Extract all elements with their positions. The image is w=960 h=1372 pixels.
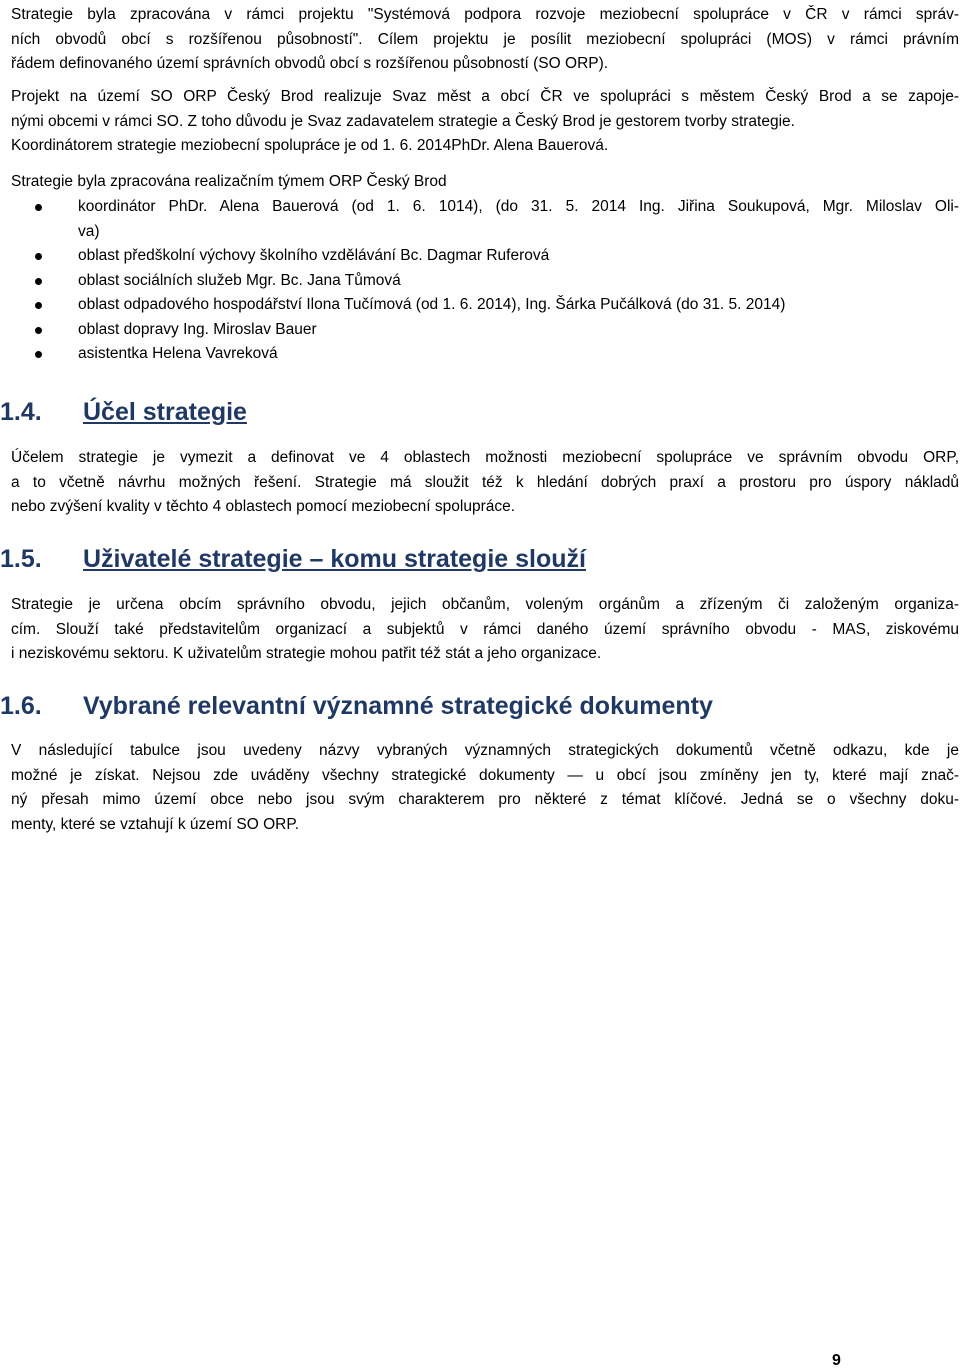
text-line: koordinátor PhDr. Alena Bauerová (od 1. 6. 1014), (do 31. 5. 2014 Ing. Jiřina Soukupová, Mgr. Miloslav Oli-	[78, 198, 959, 215]
team-intro	[11, 170, 959, 195]
text-line: V následující tabulce jsou uvedeny názvy vybraných významných strategických dokumentů včetně odkazu, kde je	[11, 742, 959, 759]
section-title: Uživatelé strategie – komu strategie slouží	[83, 545, 586, 573]
page-number: 9	[832, 1352, 841, 1369]
text-line: řádem definovaného území správních obvodů obcí s rozšířenou působností (SO ORP).	[11, 55, 609, 72]
text-line: asistentka Helena Vavreková	[78, 345, 278, 362]
section-heading-1-5	[0, 545, 586, 574]
list-item	[0, 293, 959, 318]
section-1-5-text	[11, 593, 959, 667]
intro-paragraph-2	[11, 85, 959, 159]
text-line: oblast odpadového hospodářství Ilona Tučímová (od 1. 6. 2014), Ing. Šárka Pučálková (do 31. 5. 2014)	[78, 296, 786, 313]
text-line: Koordinátorem strategie meziobecní spolupráce je od 1. 6. 2014PhDr. Alena Bauerová.	[11, 137, 609, 154]
bullet-icon	[35, 253, 42, 260]
text-line: i neziskovému sektoru. K uživatelům strategie mohou patřit též stát a jeho organizace.	[11, 645, 602, 662]
list-item	[0, 195, 959, 244]
intro-paragraph-1	[11, 3, 959, 77]
section-1-4-text	[11, 446, 959, 520]
text-line: menty, které se vztahují k území SO ORP.	[11, 815, 300, 833]
text-line: Strategie je určena obcím správního obvodu, jejich občanům, voleným orgánům a zřízeným či založeným organiza-	[11, 596, 959, 613]
section-1-6-text	[11, 739, 959, 837]
text-line: ních obvodů obcí s rozšířenou působností". Cílem projektu je posílit meziobecní spolupráci (MOS) v rámci právním	[11, 30, 959, 48]
list-item	[0, 244, 959, 269]
list-item	[0, 318, 959, 343]
text-line: oblast sociálních služeb Mgr. Bc. Jana Tůmová	[78, 271, 401, 289]
text-line: nebo zvýšení kvality v těchto 4 oblastech pomocí meziobecní spolupráce.	[11, 498, 516, 515]
bullet-icon	[35, 302, 42, 309]
bullet-icon	[35, 204, 42, 211]
section-heading-1-4	[0, 398, 247, 427]
section-number: 1.4.	[0, 398, 42, 426]
text-line: a to včetně návrhu možných řešení. Strategie má sloužit též k hledání dobrých praxí a prostoru pro úspory nákladů	[11, 473, 959, 491]
text-line: cím. Slouží také představitelům organizací a subjektů v rámci daného území správního obvodu - MAS, ziskovému	[11, 620, 959, 638]
text-line: oblast předškolní výchovy školního vzdělávání Bc. Dagmar Ruferová	[78, 247, 550, 264]
text-line: ný přesah mimo území obce nebo jsou svým charakterem pro některé z témat klíčové. Jedná se o všechny doku-	[11, 791, 959, 808]
text-line: Strategie byla zpracována realizačním týmem ORP Český Brod	[11, 173, 447, 190]
section-number: 1.6.	[0, 692, 42, 720]
text-line: Projekt na území SO ORP Český Brod realizuje Svaz měst a obcí ČR ve spolupráci s městem Český Brod a se zapoje-	[11, 88, 959, 105]
section-number: 1.5.	[0, 545, 42, 573]
bullet-icon	[35, 327, 42, 334]
text-line: nými obcemi v rámci SO. Z toho důvodu je Svaz zadavatelem strategie a Český Brod je gestorem tvorby strategie.	[11, 112, 795, 130]
bullet-icon	[35, 351, 42, 358]
section-title: Vybrané relevantní významné strategické dokumenty	[83, 692, 713, 720]
team-list	[0, 195, 959, 367]
text-line: Strategie byla zpracována v rámci projektu "Systémová podpora rozvoje meziobecní spolupráce v ČR v rámci správ-	[11, 6, 959, 23]
text-line: oblast dopravy Ing. Miroslav Bauer	[78, 320, 317, 338]
bullet-icon	[35, 278, 42, 285]
text-line: možné je získat. Nejsou zde uváděny všechny strategické dokumenty — u obcí jsou zmíněny jen ty, které mají znač-	[11, 766, 959, 784]
list-item	[0, 342, 959, 367]
section-title: Účel strategie	[83, 398, 247, 426]
text-line: va)	[78, 222, 100, 240]
text-line: Účelem strategie je vymezit a definovat ve 4 oblastech možnosti meziobecní spolupráce ve správním obvodu ORP,	[11, 449, 959, 466]
section-heading-1-6	[0, 692, 713, 721]
list-item	[0, 269, 959, 294]
